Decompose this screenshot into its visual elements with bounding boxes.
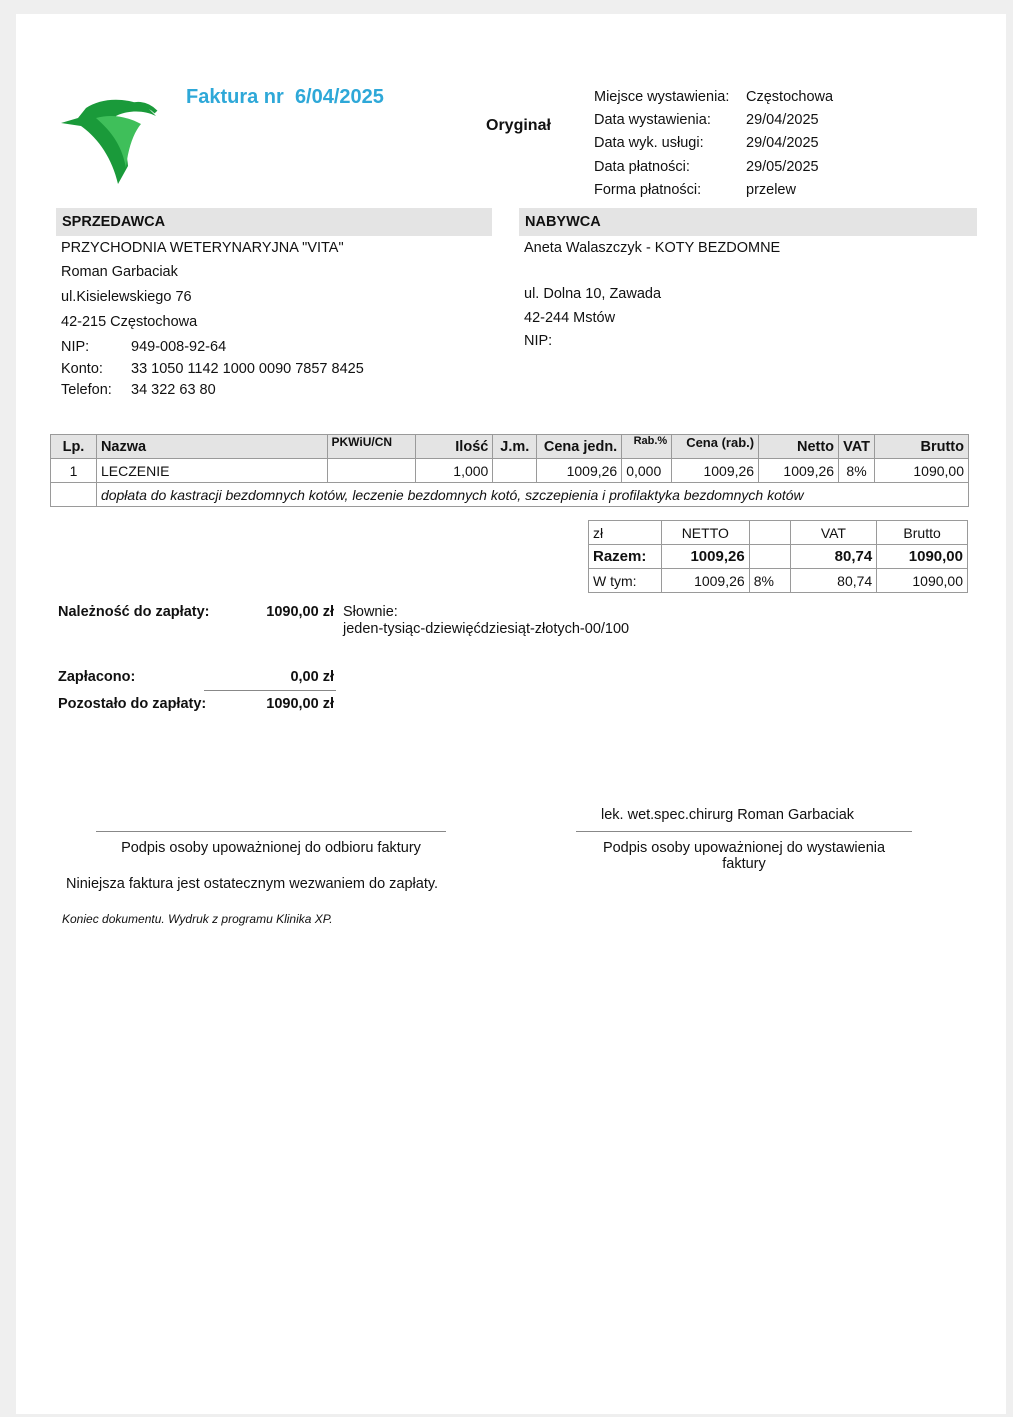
sum-col-rate (749, 521, 790, 545)
row-netto: 1009,26 (759, 459, 839, 483)
row-unit (493, 459, 537, 483)
meta-label-place: Miejsce wystawienia: (594, 89, 730, 105)
row-price: 1009,26 (537, 459, 622, 483)
sum-total-brutto: 1090,00 (877, 545, 968, 569)
row-description: dopłata do kastracji bezdomnych kotów, leczenie bezdomnych kotó, szczepienia i profilaktyka bezdomnych kotów (96, 483, 968, 507)
paid-divider (204, 690, 336, 691)
col-qty: Ilość (416, 435, 493, 459)
buyer-name: Aneta Walaszczyk - KOTY BEZDOMNE (524, 240, 781, 256)
remaining-amount: 1090,00 zł (266, 696, 334, 712)
remaining-label: Pozostało do zapłaty: (58, 696, 207, 712)
items-header-row (51, 435, 969, 459)
sum-col-brutto: Brutto (877, 521, 968, 545)
seller-name: PRZYCHODNIA WETERYNARYJNA "VITA" (61, 240, 344, 256)
seller-phone-label: Telefon: (61, 382, 112, 398)
col-price-disc: Cena (rab.) (672, 435, 759, 459)
issuer-caption (576, 840, 912, 872)
col-vat: VAT (839, 435, 875, 459)
row-pkwiu (327, 459, 416, 483)
seller-street: ul.Kisielewskiego 76 (61, 289, 192, 305)
summary-header-row (589, 521, 968, 545)
seller-nip: 949-008-92-64 (131, 339, 227, 355)
col-unit: J.m. (493, 435, 537, 459)
summary-table (588, 520, 968, 593)
items-table (50, 434, 969, 507)
receiver-caption: Podpis osoby upoważnionej do odbioru faktury (121, 840, 421, 856)
meta-value-service-date: 29/04/2025 (746, 135, 819, 152)
sum-breakdown-netto: 1009,26 (661, 569, 749, 593)
col-brutto: Brutto (875, 435, 969, 459)
invoice-title (186, 86, 384, 109)
table-row (51, 459, 969, 483)
table-row-description (51, 483, 969, 507)
seller-phone: 34 322 63 80 (131, 382, 216, 398)
due-amount: 1090,00 zł (266, 604, 334, 620)
issuer-name: lek. wet.spec.chirurg Roman Garbaciak (601, 807, 855, 823)
meta-value-place: Częstochowa (746, 89, 834, 105)
seller-city: 42-215 Częstochowa (61, 314, 198, 330)
col-lp: Lp. (51, 435, 97, 459)
issuer-caption-line-2: faktury (722, 856, 766, 872)
invoice-page (16, 14, 1006, 1414)
col-name: Nazwa (96, 435, 327, 459)
paid-amount: 0,00 zł (290, 669, 334, 685)
sum-total-vat: 80,74 (790, 545, 877, 569)
seller-person: Roman Garbaciak (61, 264, 178, 280)
document-end: Koniec dokumentu. Wydruk z programu Klinika XP. (62, 912, 333, 926)
sum-col-vat: VAT (790, 521, 877, 545)
sum-total-label: Razem: (589, 545, 662, 569)
buyer-nip-label: NIP: (524, 333, 553, 349)
clinic-logo-icon (56, 88, 166, 188)
meta-values (746, 86, 833, 202)
summary-total-row (589, 545, 968, 569)
row-name: LECZENIE (96, 459, 327, 483)
final-notice: Niniejsza faktura jest ostatecznym wezwaniem do zapłaty. (66, 876, 439, 892)
row-vat: 8% (839, 459, 875, 483)
buyer-city: 42-244 Mstów (524, 310, 616, 326)
meta-label-issue-date: Data wystawienia: (594, 112, 711, 129)
col-netto: Netto (759, 435, 839, 459)
buyer-heading: NABYWCA (519, 208, 977, 236)
invoice-label: Faktura nr (186, 86, 284, 108)
seller-account-label: Konto: (61, 361, 103, 377)
row-lp: 1 (51, 459, 97, 483)
meta-value-issue-date: 29/04/2025 (746, 112, 819, 129)
summary-breakdown-row (589, 569, 968, 593)
receiver-signature-line (96, 831, 446, 832)
col-price: Cena jedn. (537, 435, 622, 459)
sum-col-netto: NETTO (661, 521, 749, 545)
meta-labels (594, 86, 729, 202)
sum-breakdown-brutto: 1090,00 (877, 569, 968, 593)
meta-label-payment-date: Data płatności: (594, 158, 690, 175)
row-price-disc: 1009,26 (672, 459, 759, 483)
amount-in-words: jeden-tysiąc-dziewięćdziesiąt-złotych-00/100 (343, 621, 630, 637)
words-label: Słownie: (343, 604, 398, 620)
col-pkwiu: PKWiU/CN (327, 435, 416, 459)
meta-label-service-date: Data wyk. usługi: (594, 135, 704, 152)
seller-nip-label: NIP: (61, 339, 90, 355)
due-label: Należność do zapłaty: (58, 604, 210, 620)
invoice-number: 6/04/2025 (294, 86, 384, 108)
meta-value-payment-method: przelew (746, 181, 796, 198)
sum-breakdown-label: W tym: (589, 569, 662, 593)
row-discount: 0,000 (622, 459, 672, 483)
row-qty: 1,000 (416, 459, 493, 483)
sum-breakdown-vat: 80,74 (790, 569, 877, 593)
col-discount: Rab.% (622, 435, 672, 459)
copy-label: Oryginał (486, 117, 551, 134)
meta-value-payment-date: 29/05/2025 (746, 158, 819, 175)
sum-breakdown-rate: 8% (749, 569, 790, 593)
sum-col-currency: zł (589, 521, 662, 545)
row-brutto: 1090,00 (875, 459, 969, 483)
seller-account: 33 1050 1142 1000 0090 7857 8425 (131, 361, 364, 377)
issuer-signature-line (576, 831, 912, 832)
issuer-caption-line-1: Podpis osoby upoważnionej do wystawienia (602, 840, 886, 856)
sum-total-netto: 1009,26 (661, 545, 749, 569)
seller-heading: SPRZEDAWCA (56, 208, 492, 236)
buyer-street: ul. Dolna 10, Zawada (524, 286, 662, 302)
paid-label: Zapłacono: (58, 669, 136, 685)
meta-label-payment-method: Forma płatności: (594, 181, 702, 198)
